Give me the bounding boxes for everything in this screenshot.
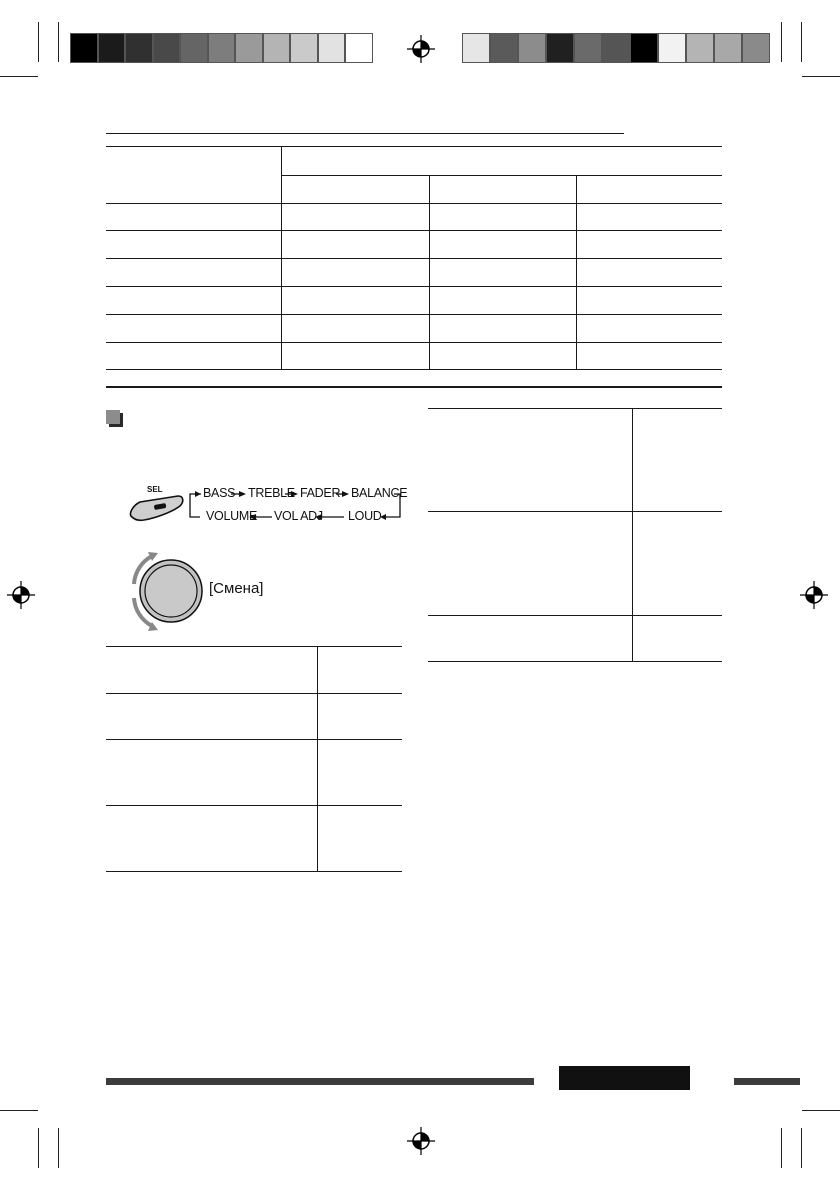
color-swatch — [70, 33, 98, 63]
color-swatch — [235, 33, 263, 63]
color-swatch — [263, 33, 291, 63]
footer-bar-right — [734, 1078, 800, 1085]
sel-label: SEL — [147, 485, 163, 494]
flow-loud: LOUD — [348, 509, 382, 523]
color-swatch — [686, 33, 714, 63]
color-swatch — [462, 33, 490, 63]
registration-mark-right — [799, 580, 829, 610]
color-swatch — [658, 33, 686, 63]
color-swatch — [518, 33, 546, 63]
flow-treble: TREBLE — [248, 486, 295, 500]
flow-fader: FADER — [300, 486, 341, 500]
section-divider — [106, 386, 722, 388]
flow-balance: BALANCE — [351, 486, 408, 500]
color-swatch — [742, 33, 770, 63]
color-swatch — [153, 33, 181, 63]
color-swatch — [574, 33, 602, 63]
flow-vol-adj: VOL ADJ — [274, 509, 323, 523]
color-swatch — [290, 33, 318, 63]
registration-mark-top — [406, 34, 436, 64]
flow-volume: VOLUME — [206, 509, 257, 523]
color-swatch — [345, 33, 373, 63]
color-swatch — [208, 33, 236, 63]
dial-label: [Смена] — [209, 580, 264, 597]
section-heading-square-icon — [106, 410, 120, 424]
footer-bar-left — [106, 1078, 534, 1085]
flow-bass: BASS — [203, 486, 236, 500]
color-swatch — [546, 33, 574, 63]
color-swatch — [98, 33, 126, 63]
page-label-box — [559, 1066, 690, 1090]
color-swatch — [602, 33, 630, 63]
color-swatch — [125, 33, 153, 63]
color-swatch — [318, 33, 346, 63]
registration-mark-bottom — [406, 1126, 436, 1156]
color-swatch — [490, 33, 518, 63]
control-dial-icon — [122, 550, 212, 632]
registration-mark-left — [6, 580, 36, 610]
sel-button-icon — [126, 494, 186, 524]
color-swatch — [630, 33, 658, 63]
color-swatch — [714, 33, 742, 63]
color-swatch — [180, 33, 208, 63]
